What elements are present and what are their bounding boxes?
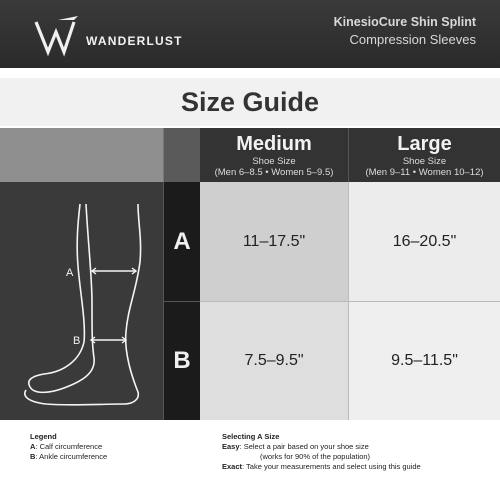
brand-name: WANDERLUST xyxy=(86,34,183,48)
row-letter-b: B xyxy=(163,302,200,420)
header-letter-spacer xyxy=(163,128,201,182)
legend-key-b: B xyxy=(30,452,36,461)
column-size-label: Medium xyxy=(236,133,312,155)
wanderlust-logo-icon xyxy=(32,14,80,58)
column-shoe-range: (Men 6–8.5 • Women 5–9.5) xyxy=(214,167,334,178)
footer-notes xyxy=(0,420,500,500)
selecting-size-notes xyxy=(222,432,421,472)
selecting-easy-key: Easy xyxy=(222,442,240,451)
cell-a-large: 16–20.5" xyxy=(349,182,500,302)
product-title xyxy=(334,14,476,48)
column-header-medium xyxy=(200,128,349,182)
column-header-large xyxy=(349,128,500,182)
cell-b-large: 9.5–11.5" xyxy=(349,302,500,420)
column-shoe-range: (Men 9–11 • Women 10–12) xyxy=(365,167,484,178)
product-name-line1: KinesioCure Shin Splint xyxy=(333,15,476,29)
legend-text-b: : Ankle circumference xyxy=(35,452,108,461)
selecting-easy-text: : Select a pair based on your shoe size xyxy=(239,442,369,451)
header-spacer xyxy=(0,128,163,182)
cell-b-medium: 7.5–9.5" xyxy=(200,302,349,420)
legend-heading: Legend xyxy=(30,432,57,441)
selecting-exact xyxy=(222,462,421,472)
size-table xyxy=(0,128,500,420)
selecting-easy xyxy=(222,442,421,452)
leg-diagram xyxy=(0,182,163,420)
page-title: Size Guide xyxy=(0,78,500,126)
leg-outline-illustration xyxy=(0,182,163,420)
column-shoe-label: Shoe Size xyxy=(402,156,447,167)
diagram-label-b: B xyxy=(73,335,81,347)
column-shoe-label: Shoe Size xyxy=(252,156,296,167)
legend-item-a xyxy=(30,442,107,452)
legend xyxy=(30,432,107,462)
selecting-easy-note: (works for 90% of the population) xyxy=(260,452,371,461)
legend-item-b xyxy=(30,452,107,462)
legend-text-a: : Calf circumference xyxy=(35,442,103,451)
column-size-label: Large xyxy=(397,133,452,155)
top-header-bar xyxy=(0,0,500,68)
product-name-line2: Compression Sleeves xyxy=(349,32,476,47)
diagram-label-a: A xyxy=(66,267,74,279)
selecting-heading: Selecting A Size xyxy=(222,432,280,441)
selecting-exact-text: : Take your measurements and select using this guide xyxy=(242,462,421,471)
cell-a-medium: 11–17.5" xyxy=(200,182,349,302)
legend-key-a: A xyxy=(30,442,36,451)
row-letter-a: A xyxy=(163,182,200,302)
selecting-exact-key: Exact xyxy=(222,462,243,471)
